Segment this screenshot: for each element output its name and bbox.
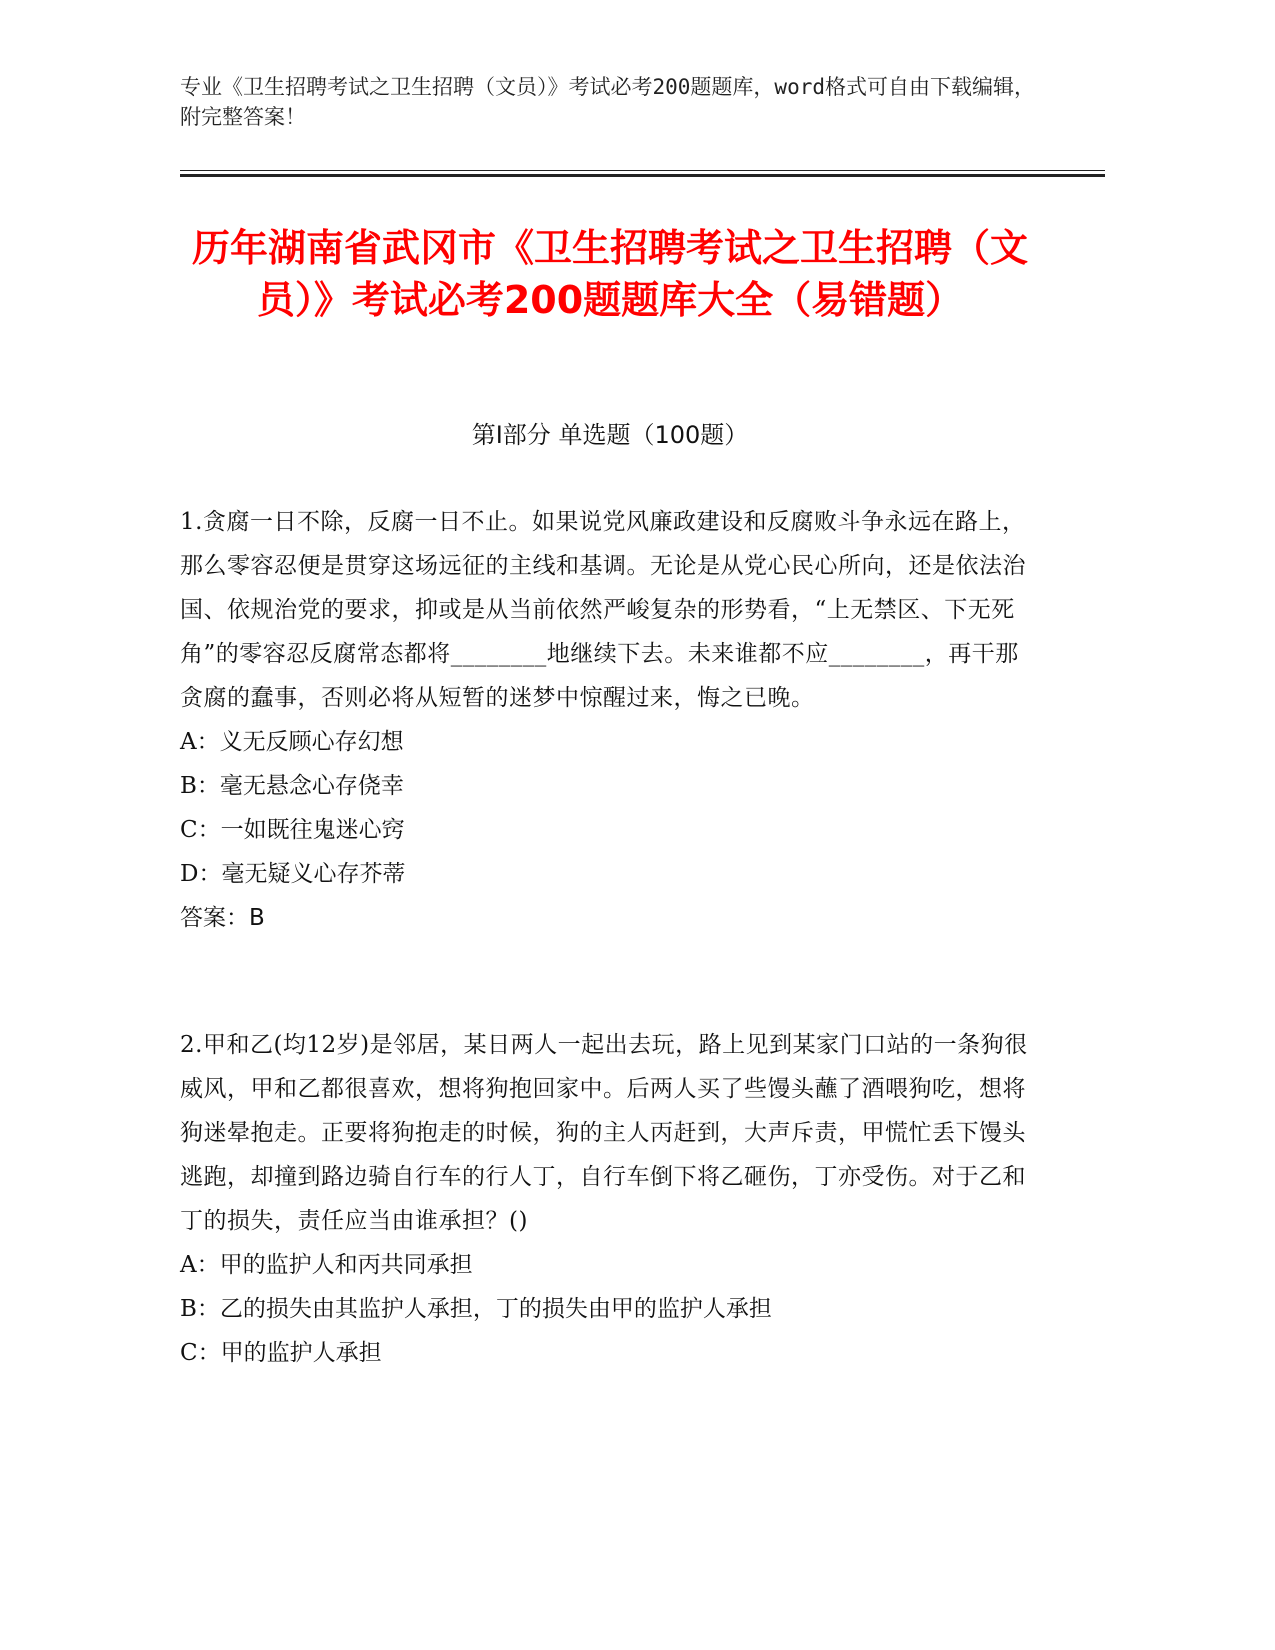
- option-a: A：义无反顾心存幻想: [180, 729, 404, 755]
- answer: 答案：B: [180, 905, 265, 931]
- header-divider-thick: [180, 174, 1105, 177]
- option-b: B：毫无悬念心存侥幸: [180, 773, 404, 799]
- header-note: 专业《卫生招聘考试之卫生招聘（文员）》考试必考200题题库，word格式可自由下载编辑，附完整答案！: [180, 75, 1035, 129]
- option-b: B：乙的损失由其监护人承担，丁的损失由甲的监护人承担: [180, 1296, 772, 1322]
- question-block-1: [180, 500, 1040, 940]
- question-block-2: [180, 1023, 1040, 1375]
- section-title: 第Ⅰ部分 单选题（100题）: [471, 421, 749, 449]
- question-text: 2.甲和乙(均12岁)是邻居，某日两人一起出去玩，路上见到某家门口站的一条狗很威风，甲和乙都很喜欢，想将狗抱回家中。后两人买了些馒头蘸了酒喂狗吃，想将狗迷晕抱走。正要将狗抱走的时候，狗的主人丙赶到，大声斥责，甲慌忙丢下馒头逃跑，却撞到路边骑自行车的行人丁，自行车倒下将乙砸伤，丁亦受伤。对于乙和丁的损失，责任应当由谁承担？(): [180, 1032, 1028, 1234]
- header-divider-thin: [180, 170, 1105, 171]
- question-text: 1.贪腐一日不除，反腐一日不止。如果说党风廉政建设和反腐败斗争永远在路上，那么零容忍便是贯穿这场远征的主线和基调。无论是从党心民心所向，还是依法治国、依规治党的要求，抑或是从当前依然严峻复杂的形势看，“上无禁区、下无死角”的零容忍反腐常态都将________地继续下去。未来谁都不应________，再干那贪腐的蠢事，否则必将从短暂的迷梦中惊醒过来，悔之已晚。: [180, 509, 1026, 711]
- option-c: C：一如既往鬼迷心窍: [180, 817, 405, 843]
- option-c: C：甲的监护人承担: [180, 1340, 382, 1366]
- option-d: D：毫无疑义心存芥蒂: [180, 861, 406, 887]
- document-title: 历年湖南省武冈市《卫生招聘考试之卫生招聘（文员）》考试必考200题题库大全（易错题）: [191, 226, 1028, 322]
- option-a: A：甲的监护人和丙共同承担: [180, 1252, 473, 1278]
